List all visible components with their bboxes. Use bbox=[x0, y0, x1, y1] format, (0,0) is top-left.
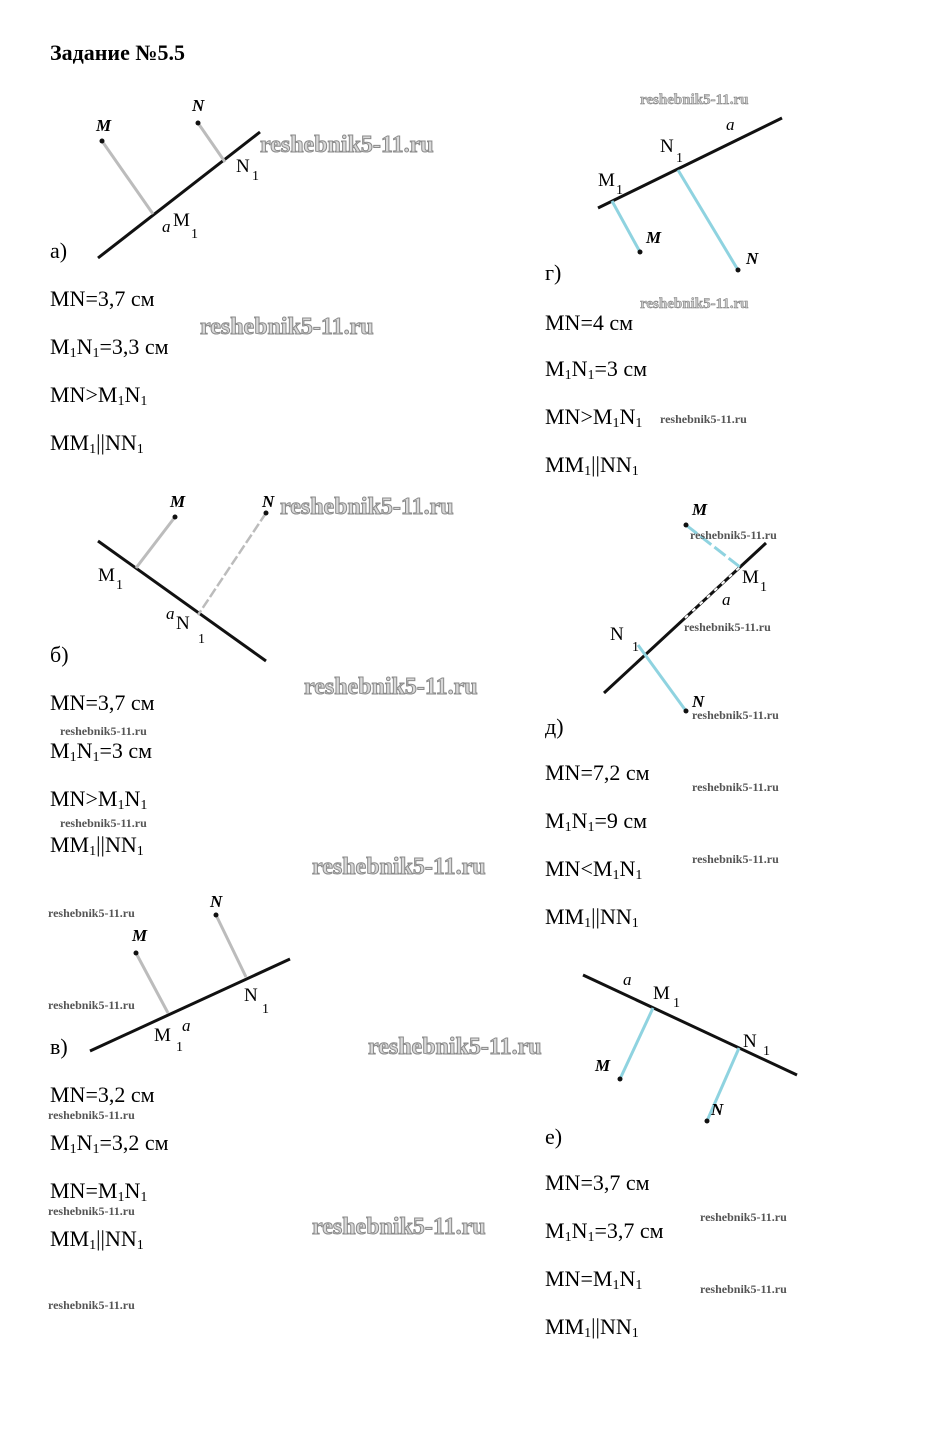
label-m1-sub: 1 bbox=[616, 183, 623, 198]
label-n1: N bbox=[244, 985, 258, 1006]
label-n1: N bbox=[743, 1031, 757, 1052]
item-a-compare: $MN>M_1N_1$ bbox=[50, 382, 148, 409]
label-m1-sub: 1 bbox=[760, 580, 767, 595]
perp-nn1 bbox=[678, 170, 738, 270]
watermark: reshebnik5-11.ru bbox=[692, 708, 779, 722]
label-n: N bbox=[746, 249, 759, 268]
figure-a bbox=[80, 88, 280, 268]
perp-mm1 bbox=[136, 517, 175, 568]
item-v-compare: $MN=M_1N_1$ bbox=[50, 1178, 148, 1205]
label-line-a: a bbox=[726, 115, 735, 134]
watermark: reshebnik5-11.ru bbox=[312, 1214, 486, 1240]
label-m1: M bbox=[98, 565, 115, 586]
label-n: N bbox=[711, 1100, 724, 1119]
item-g-m1n1: $M_1N_1=3$ см bbox=[545, 356, 648, 383]
item-v-label: в) bbox=[50, 1034, 68, 1059]
label-m1: M bbox=[653, 983, 670, 1004]
point-n bbox=[264, 511, 269, 516]
figure-v bbox=[80, 885, 310, 1065]
perp-mm1 bbox=[612, 201, 640, 252]
item-d-compare: $MN<M_1N_1$ bbox=[545, 856, 643, 883]
item-g-mn: MN=4 см bbox=[545, 310, 634, 335]
watermark: reshebnik5-11.ru bbox=[692, 780, 779, 794]
line-a bbox=[98, 541, 266, 661]
item-b-m1n1: $M_1N_1=3$ см bbox=[50, 738, 153, 765]
watermark: reshebnik5-11.ru bbox=[690, 528, 777, 542]
watermark: reshebnik5-11.ru bbox=[312, 854, 486, 880]
label-n1: N bbox=[236, 156, 250, 177]
label-line-a: a bbox=[162, 217, 171, 236]
watermark: reshebnik5-11.ru bbox=[700, 1282, 787, 1296]
line-a bbox=[98, 132, 260, 258]
watermark: reshebnik5-11.ru bbox=[60, 724, 147, 738]
label-m: M bbox=[170, 492, 186, 511]
item-v-m1n1: $M_1N_1=3,2$ см bbox=[50, 1130, 169, 1157]
watermark: reshebnik5-11.ru bbox=[48, 1204, 135, 1218]
item-d-mn: MN=7,2 см bbox=[545, 760, 650, 785]
label-line-a: a bbox=[623, 970, 632, 989]
watermark: reshebnik5-11.ru bbox=[48, 1298, 135, 1312]
point-m bbox=[100, 139, 105, 144]
watermark: reshebnik5-11.ru bbox=[692, 852, 779, 866]
label-n1-sub: 1 bbox=[763, 1044, 770, 1059]
item-b-parallel: $MM_1||NN_1$ bbox=[50, 832, 144, 859]
label-n1-sub: 1 bbox=[632, 640, 639, 655]
label-n1-sub: 1 bbox=[262, 1002, 269, 1017]
item-d-m1n1: $M_1N_1=9$ см bbox=[545, 808, 648, 835]
label-m: M bbox=[595, 1056, 611, 1075]
watermark: reshebnik5-11.ru bbox=[60, 816, 147, 830]
item-e-compare: $MN=M_1N_1$ bbox=[545, 1266, 643, 1293]
figure-e bbox=[575, 955, 815, 1145]
item-b-compare: $MN>M_1N_1$ bbox=[50, 786, 148, 813]
point-n bbox=[684, 709, 689, 714]
watermark: reshebnik5-11.ru bbox=[200, 314, 374, 340]
watermark: reshebnik5-11.ru bbox=[660, 412, 747, 426]
label-line-a: a bbox=[166, 604, 175, 623]
item-a-mn: MN=3,7 см bbox=[50, 286, 155, 311]
point-m bbox=[638, 250, 643, 255]
perp-nn1 bbox=[198, 513, 266, 615]
label-m1: M bbox=[742, 567, 759, 588]
point-m bbox=[684, 523, 689, 528]
perp-nn1 bbox=[198, 123, 225, 162]
item-e-m1n1: $M_1N_1=3,7$ см bbox=[545, 1218, 664, 1245]
label-n1: N bbox=[660, 136, 674, 157]
item-e-label: е) bbox=[545, 1124, 563, 1149]
watermark: reshebnik5-11.ru bbox=[48, 998, 135, 1012]
point-n bbox=[705, 1119, 710, 1124]
page-title: Задание №5.5 bbox=[50, 40, 185, 65]
label-n1: N bbox=[176, 613, 190, 634]
item-a-label: а) bbox=[50, 238, 68, 263]
watermark: reshebnik5-11.ru bbox=[368, 1034, 542, 1060]
point-n bbox=[214, 913, 219, 918]
item-v-parallel: $MM_1||NN_1$ bbox=[50, 1226, 144, 1253]
line-a bbox=[598, 118, 782, 208]
item-e-mn: MN=3,7 см bbox=[545, 1170, 650, 1195]
watermark: reshebnik5-11.ru bbox=[684, 620, 771, 634]
figure-g bbox=[580, 100, 810, 290]
watermark: reshebnik5-11.ru bbox=[48, 906, 135, 920]
label-n: N bbox=[192, 96, 205, 115]
label-m1-sub: 1 bbox=[116, 578, 123, 593]
item-e-parallel: $MM_1||NN_1$ bbox=[545, 1314, 639, 1341]
watermark: reshebnik5-11.ru bbox=[700, 1210, 787, 1224]
item-a-parallel: $MM_1||NN_1$ bbox=[50, 430, 144, 457]
item-g-label: г) bbox=[545, 260, 562, 285]
label-n1-sub: 1 bbox=[252, 169, 259, 184]
watermark: reshebnik5-11.ru bbox=[304, 674, 478, 700]
label-n1-sub: 1 bbox=[676, 151, 683, 166]
point-m bbox=[618, 1077, 623, 1082]
perp-mm1 bbox=[620, 1008, 653, 1079]
label-m1: M bbox=[154, 1025, 171, 1046]
label-line-a: a bbox=[722, 590, 731, 609]
label-n1: N bbox=[610, 624, 624, 645]
perp-nn1 bbox=[216, 915, 246, 977]
item-b-label: б) bbox=[50, 642, 69, 667]
watermark: reshebnik5-11.ru bbox=[48, 1108, 135, 1122]
item-g-compare: $MN>M_1N_1$ bbox=[545, 404, 643, 431]
point-n bbox=[196, 121, 201, 126]
item-b-mn: MN=3,7 см bbox=[50, 690, 155, 715]
item-v-mn: MN=3,2 см bbox=[50, 1082, 155, 1107]
point-n bbox=[736, 268, 741, 273]
line-a bbox=[583, 975, 797, 1075]
label-line-a: a bbox=[182, 1016, 191, 1035]
watermark: reshebnik5-11.ru bbox=[280, 494, 454, 520]
perp-mm1 bbox=[136, 953, 168, 1013]
label-m1-sub: 1 bbox=[191, 227, 198, 242]
point-m bbox=[173, 515, 178, 520]
label-m: M bbox=[96, 116, 112, 135]
label-m: M bbox=[646, 228, 662, 247]
label-m1-sub: 1 bbox=[176, 1040, 183, 1055]
label-m1: M bbox=[598, 170, 615, 191]
label-m1: M bbox=[173, 210, 190, 231]
item-d-label: д) bbox=[545, 714, 564, 739]
watermark: reshebnik5-11.ru bbox=[640, 296, 749, 312]
perp-nn1 bbox=[638, 645, 686, 711]
label-n: N bbox=[262, 492, 275, 511]
item-d-parallel: $MM_1||NN_1$ bbox=[545, 904, 639, 931]
item-g-parallel: $MM_1||NN_1$ bbox=[545, 452, 639, 479]
label-m: M bbox=[132, 926, 148, 945]
point-m bbox=[134, 951, 139, 956]
perp-mm1 bbox=[102, 141, 153, 214]
figure-b bbox=[90, 485, 290, 675]
label-n1-sub: 1 bbox=[198, 632, 205, 647]
label-m: M bbox=[692, 500, 708, 519]
label-n: N bbox=[692, 692, 705, 711]
label-m1-sub: 1 bbox=[673, 996, 680, 1011]
watermark: reshebnik5-11.ru bbox=[640, 92, 749, 108]
watermark: reshebnik5-11.ru bbox=[260, 132, 434, 158]
label-n: N bbox=[210, 892, 223, 911]
item-a-m1n1: $M_1N_1=3,3$ см bbox=[50, 334, 169, 361]
